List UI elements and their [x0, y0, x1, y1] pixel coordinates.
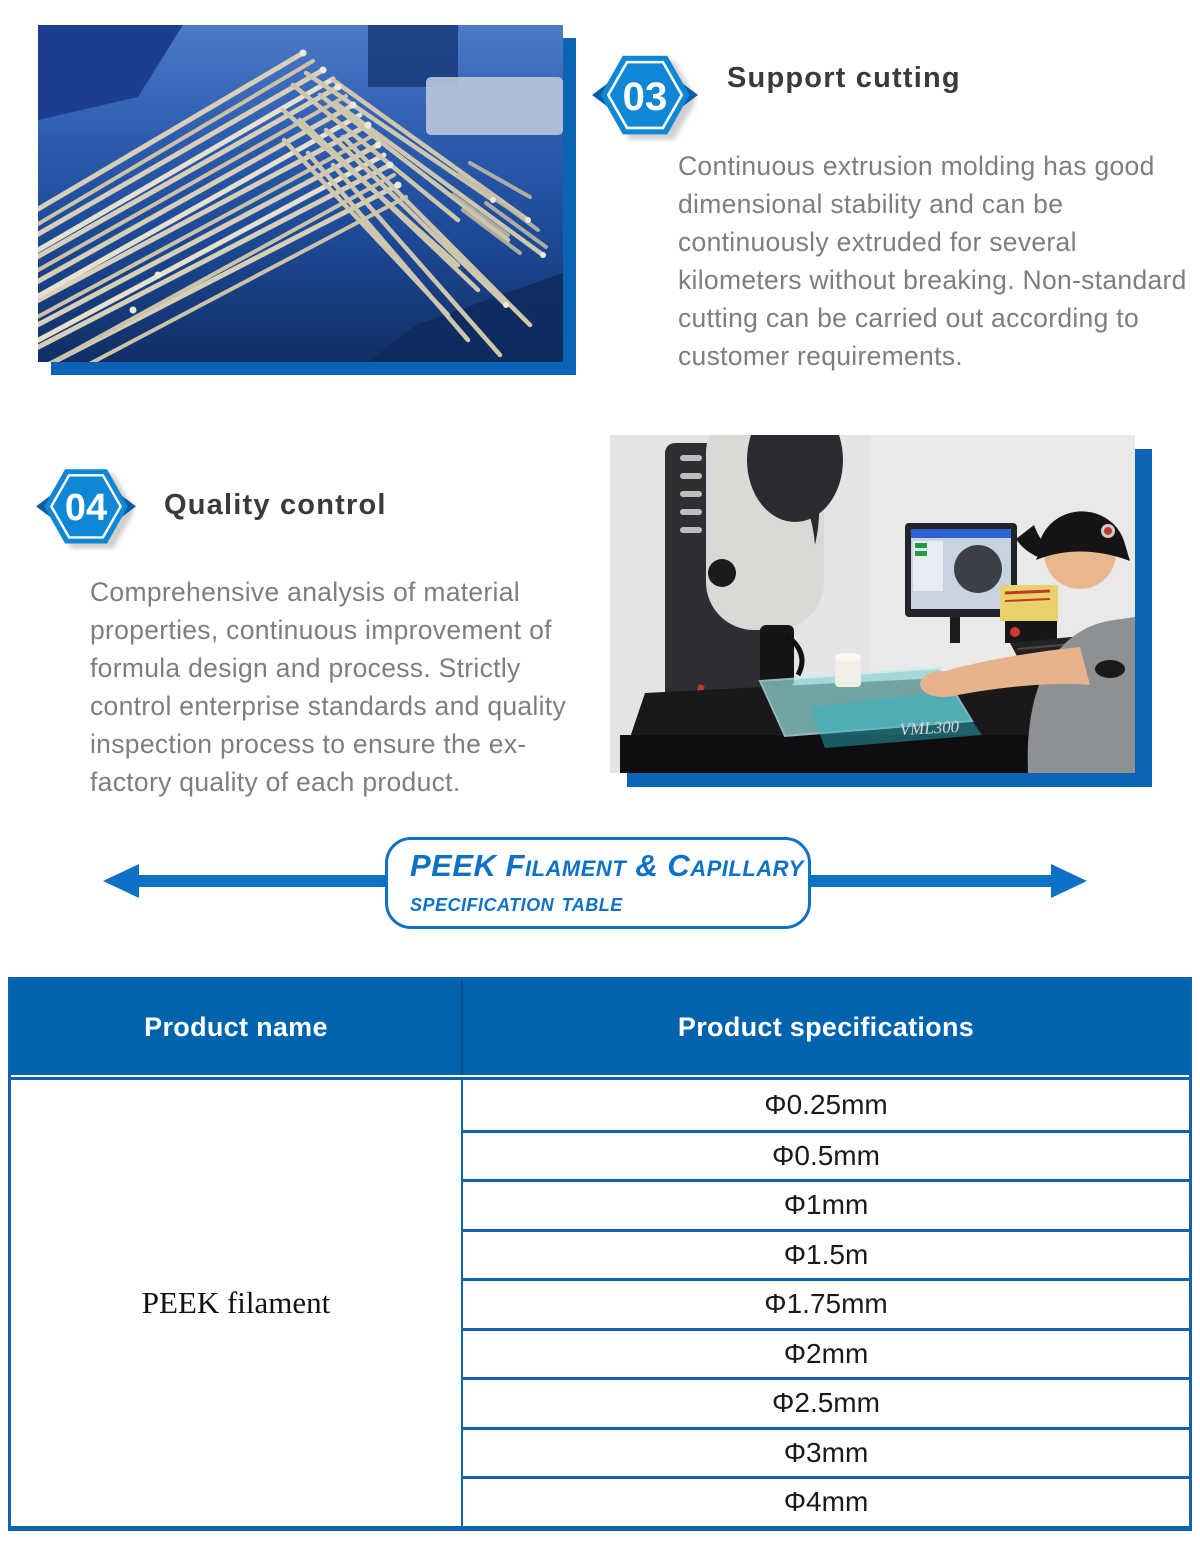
banner-subtitle: specification table: [410, 889, 623, 917]
section-04-title: Quality control: [164, 489, 387, 521]
table-body: [11, 1077, 1189, 1526]
spec-cell: Φ2.5mm: [463, 1377, 1189, 1427]
spec-cell: Φ0.25mm: [764, 1088, 888, 1120]
spec-table: [8, 977, 1192, 1531]
spec-cell: Φ0.5mm: [463, 1130, 1189, 1180]
filament-photo: [38, 25, 563, 362]
quality-control-photo: [610, 435, 1135, 773]
spec-cell: Φ1.5m: [463, 1229, 1189, 1279]
spec-table-banner: [385, 837, 811, 929]
spec-cell: Φ2mm: [463, 1328, 1189, 1378]
step-badge-03: [592, 48, 698, 142]
section-04-body: Comprehensive analysis of material properties, continuous improvement of formula design and process. Strictly control enterprise standards and quality inspection process to ensure the ex-factory quality of each product.: [90, 577, 567, 797]
badge-number: 04: [64, 486, 108, 529]
step-badge-04: [36, 462, 136, 551]
spec-cell: Φ1mm: [463, 1179, 1189, 1229]
hexagon-badge-icon: [36, 462, 136, 551]
hexagon-badge-icon: [592, 48, 698, 142]
spec-cell: Φ4mm: [463, 1476, 1189, 1526]
col-header-product-name: Product name: [11, 980, 463, 1075]
col-header-product-specifications: Product specifications: [677, 1012, 975, 1042]
table-header-row: [11, 980, 1189, 1075]
section-03-title: Support cutting: [727, 62, 961, 94]
spec-cell: Φ3mm: [463, 1427, 1189, 1477]
badge-number: 03: [622, 74, 668, 120]
filament-photo-art: [38, 25, 563, 362]
machine-photo-art: [610, 435, 1135, 773]
section-03-body: Continuous extrusion molding has good dimensional stability and can be continuously extruded for several kilometers without breaking. Non-standard cutting can be carried out according to customer requirements.: [678, 151, 1187, 371]
machine-model-label: VML300: [899, 716, 960, 739]
product-name-cell: PEEK filament: [11, 1080, 463, 1526]
spec-cell: Φ1.75mm: [463, 1278, 1189, 1328]
banner-title: PEEK Filament & Capillary: [410, 848, 804, 883]
